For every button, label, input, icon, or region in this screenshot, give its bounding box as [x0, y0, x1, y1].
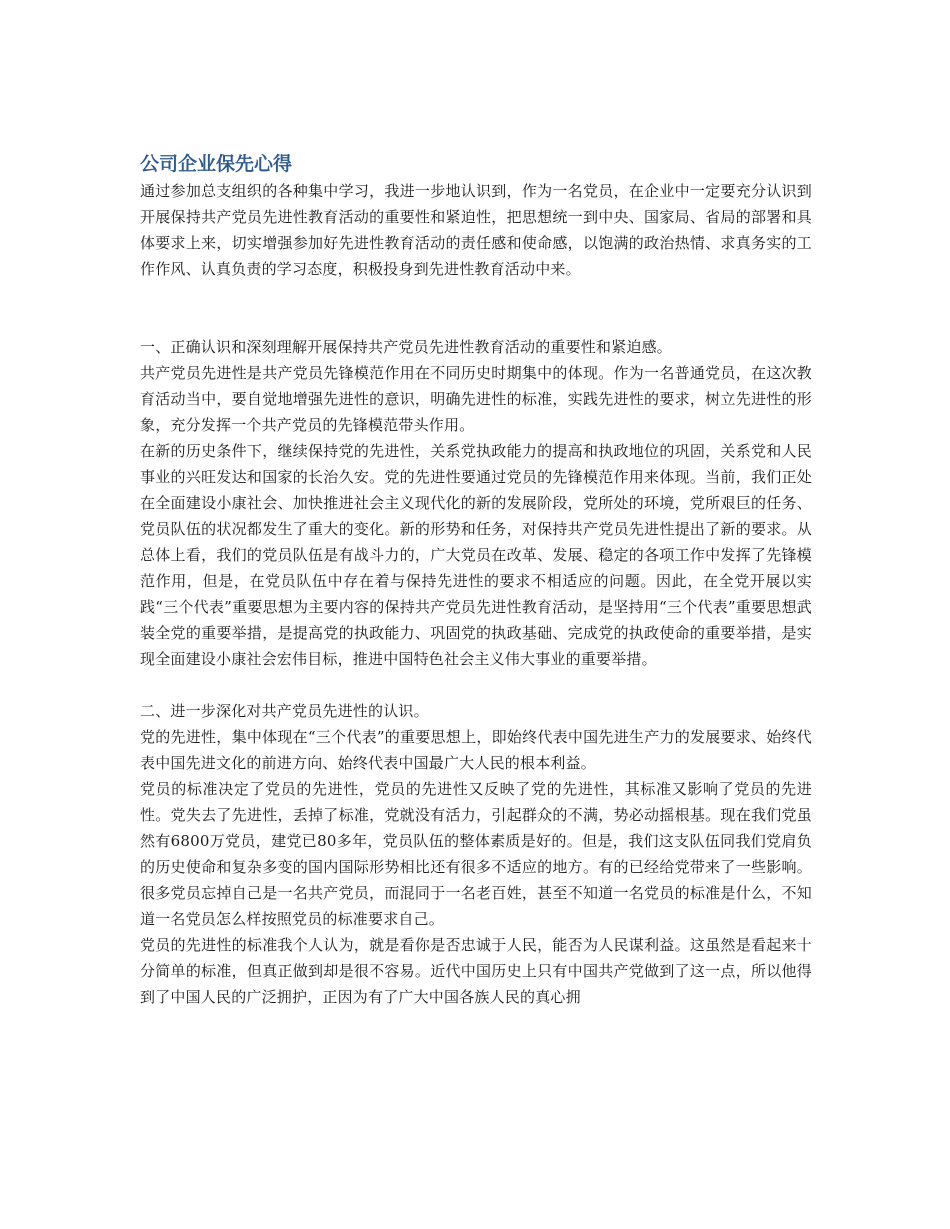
section-2-paragraph-1: 党的先进性，集中体现在“三个代表”的重要思想上，即始终代表中国先进生产力的发展要求、始终代表中国先进文化的前进方向、始终代表中国最广大人民的根本利益。 [140, 728, 812, 772]
section-1-paragraph-1: 共产党员先进性是共产党员先锋模范作用在不同历史时期集中的体现。作为一名普通党员，在这次教育活动当中，要自觉地增强先进性的意识，明确先进性的标准，实践先进性的要求，树立先进性的形象，充分发挥一个共产党员的先锋模范带头作用。 [140, 364, 812, 434]
section-2-paragraph-2: 党员的标准决定了党员的先进性，党员的先进性又反映了党的先进性，其标准又影响了党员的先进性。党失去了先进性，丢掉了标准，党就没有活力，引起群众的不满，势必动摇根基。现在我们党虽然有6800万党员，建党已80多年，党员队伍的整体素质是好的。但是，我们这支队伍同我们党肩负的历史使命和复杂多变的国内国际形势相比还有很多不适应的地方。有的已经给党带来了一些影响。很多党员忘掉自己是一名共产党员，而混同于一名老百姓，甚至不知道一名党员的标准是什么，不知道一名党员怎么样按照党员的标准要求自己。 [140, 780, 812, 928]
section-2-paragraph-3: 党员的先进性的标准我个人认为，就是看你是否忠诚于人民，能否为人民谋利益。这虽然是看起来十分简单的标准，但真正做到却是很不容易。近代中国历史上只有中国共产党做到了这一点，所以他得到了中国人民的广泛拥护，正因为有了广大中国各族人民的真心拥 [140, 936, 812, 1006]
document-title: 公司企业保先心得 [140, 153, 293, 175]
intro-paragraph: 通过参加总支组织的各种集中学习，我进一步地认识到，作为一名党员，在企业中一定要充分认识到开展保持共产党员先进性教育活动的重要性和紧迫性，把思想统一到中央、国家局、省局的部署和具体要求上来，切实增强参加好先进性教育活动的责任感和使命感，以饱满的政治热情、求真务实的工作作风、认真负责的学习态度，积极投身到先进性教育活动中来。 [140, 182, 812, 278]
section-1-paragraph-2: 在新的历史条件下，继续保持党的先进性，关系党执政能力的提高和执政地位的巩固，关系党和人民事业的兴旺发达和国家的长治久安。党的先进性要通过党员的先锋模范作用来体现。当前，我们正处在全面建设小康社会、加快推进社会主义现代化的新的发展阶段，党所处的环境，党所艰巨的任务、党员队伍的状况都发生了重大的变化。新的形势和任务，对保持共产党员先进性提出了新的要求。从总体上看，我们的党员队伍是有战斗力的，广大党员在改革、发展、稳定的各项工作中发挥了先锋模范作用，但是，在党员队伍中存在着与保持先进性的要求不相适应的问题。因此，在全党开展以实践“三个代表”重要思想为主要内容的保持共产党员先进性教育活动，是坚持用“三个代表”重要思想武装全党的重要举措，是提高党的执政能力、巩固党的执政基础、完成党的执政使命的重要举措，是实现全面建设小康社会宏伟目标，推进中国特色社会主义伟大事业的重要举措。 [140, 442, 812, 668]
document-body [140, 150, 812, 1010]
section-1-heading: 一、正确认识和深刻理解开展保持共产党员先进性教育活动的重要性和紧迫感。 [140, 338, 673, 356]
section-2-heading: 二、进一步深化对共产党员先进性的认识。 [140, 702, 429, 720]
spacer [140, 282, 812, 334]
spacer [140, 672, 812, 698]
